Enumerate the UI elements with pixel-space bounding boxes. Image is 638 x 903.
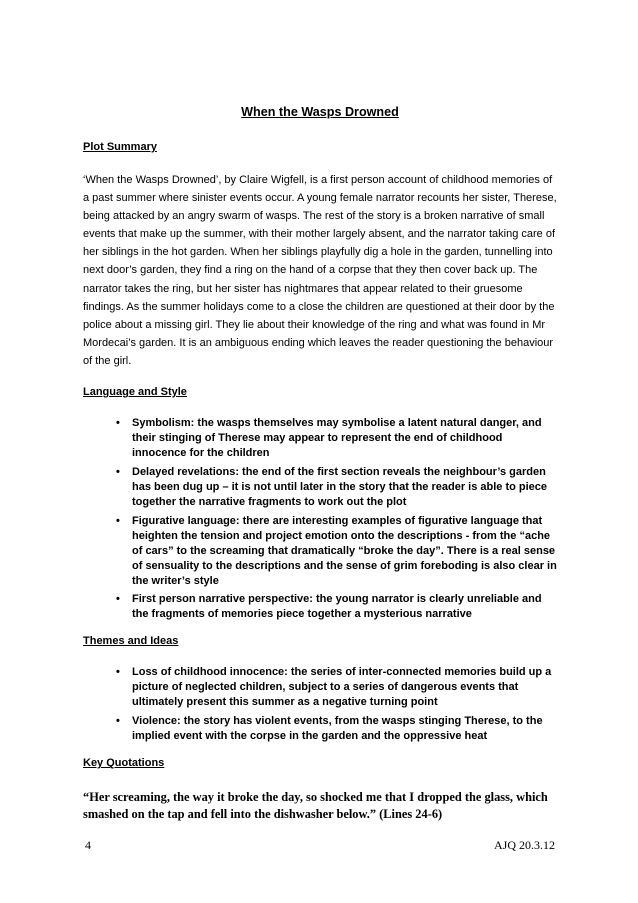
themes-ideas-item-text: Violence: the story has violent events, from the wasps stinging Therese, to the implied event with the corpse in the garden and the oppressive heat (132, 715, 543, 743)
themes-ideas-heading: Themes and Ideas (83, 635, 179, 648)
language-style-item-text: First person narrative perspective: the young narrator is clearly unreliable and the fragments of memories piece together a mysterious narrative (132, 593, 542, 621)
footer-reference: AJQ 20.3.12 (493, 838, 555, 852)
language-style-list (83, 416, 557, 622)
plot-summary-paragraph: ‘When the Wasps Drowned’, by Claire Wigfell, is a first person account of childhood memories of a past summer where sinister events occur. A young female narrator recounts her sister, Therese, being attacked by an angry swarm of wasps. The rest of the story is a broken narrative of small events that make up the summer, with their mother largely absent, and the narrator taking care of her siblings in the hot garden. When her siblings playfully dig a hole in the garden, tunnelling into next door’s garden, they find a ring on the hand of a corpse that they then cover back up. The narrator takes the ring, but her sister has nightmares that appear related to their gruesome findings. As the summer holidays come to a close the children are questioned at their door by the police about a missing girl. They lie about their knowledge of the ring and what was found in Mr Mordecai’s garden. It is an ambiguous ending which leaves the reader questioning the behaviour of the girl. (83, 174, 557, 367)
themes-ideas-item-text: Loss of childhood innocence: the series of inter-connected memories build up a picture of neglected children, subject to a series of dangerous events that ultimately present this summer as a negative turning point (132, 666, 552, 709)
themes-ideas-item (83, 665, 557, 710)
bullet-icon: • (116, 715, 120, 728)
language-style-item-text: Symbolism: the wasps themselves may symbolise a latent natural danger, and their stinging of Therese may appear to represent the end of childhood innocence for the children (132, 417, 542, 460)
page-number: 4 (85, 838, 91, 852)
language-style-item (83, 416, 557, 461)
bullet-icon: • (116, 593, 120, 606)
bullet-icon: • (116, 465, 120, 478)
language-style-item-text: Figurative language: there are interesting examples of figurative language that heighten the tension and project emotion onto the descriptions - from the “ache of cars” to the screaming that dramatically “broke the day”. There is a real sense of sensuality to the descriptions and the sense of grim foreboding is also clear in the writer’s style (132, 514, 557, 587)
page-footer (85, 838, 555, 854)
language-style-item (83, 465, 557, 510)
bullet-icon: • (116, 514, 120, 527)
themes-ideas-list (83, 665, 557, 744)
language-style-item (83, 592, 557, 622)
language-style-heading: Language and Style (83, 386, 187, 399)
bullet-icon: • (116, 417, 120, 430)
document-title: When the Wasps Drowned (241, 105, 399, 119)
key-quotation: “Her screaming, the way it broke the day, so shocked me that I dropped the glass, which smashed on the tap and fell into the dishwasher below.” (Lines 24-6) (83, 790, 548, 821)
plot-summary-heading: Plot Summary (83, 141, 157, 153)
language-style-item-text: Delayed revelations: the end of the first section reveals the neighbour’s garden has been dug up – it is not until later in the story that the reader is able to piece together the narrative fragments to work out the plot (132, 465, 548, 508)
language-style-item (83, 514, 557, 589)
key-quotations-heading: Key Quotations (83, 757, 165, 770)
bullet-icon: • (116, 666, 120, 679)
document-content (83, 104, 557, 822)
themes-ideas-item (83, 714, 557, 744)
